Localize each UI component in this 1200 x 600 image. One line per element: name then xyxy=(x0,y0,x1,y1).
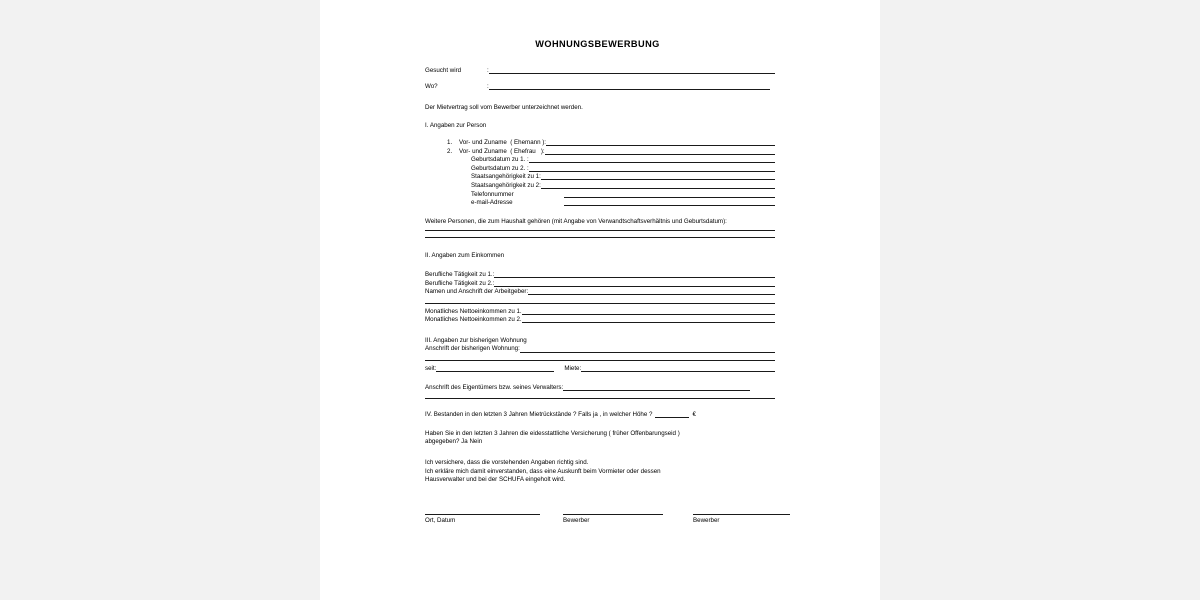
signature-line-applicant-1[interactable] xyxy=(563,514,663,515)
spacer xyxy=(425,112,775,122)
label-name-wife: Vor- und Zuname ( Ehefrau ): xyxy=(459,147,545,155)
signature-line-applicant-2[interactable] xyxy=(693,514,790,515)
form-sheet xyxy=(320,0,880,600)
label-name-husband: Vor- und Zuname ( Ehemann ): xyxy=(459,138,547,146)
label-seit: seit: xyxy=(425,365,437,373)
field-row-name-husband xyxy=(425,139,775,148)
spacer xyxy=(425,92,775,104)
field-row-email xyxy=(425,199,775,208)
list-number: 2. xyxy=(447,147,453,155)
input-gesucht-wird[interactable] xyxy=(489,73,775,74)
label-occupation-1: Berufliche Tätigkeit zu 1.: xyxy=(425,270,495,278)
label-previous-address: Anschrift der bisherigen Wohnung: xyxy=(425,345,520,353)
intro-note: Der Mietvertrag soll vom Bewerber unterzeichnet werden. xyxy=(425,103,583,111)
field-row-wo xyxy=(425,83,775,92)
field-row-phone xyxy=(425,191,775,200)
spacer xyxy=(425,261,775,271)
household-prompt: Weitere Personen, die zum Haushalt gehören (mit Angabe von Verwandtschaftsverhältnis und Geburtsdatum): xyxy=(425,217,727,225)
field-row-previous-address xyxy=(425,345,775,354)
form-content xyxy=(425,40,775,526)
label-email: e-mail-Adresse xyxy=(471,199,513,207)
declaration-line-1: Ich versichere, dass die vorstehenden Angaben richtig sind. xyxy=(425,459,589,467)
input-wo[interactable] xyxy=(489,89,770,90)
input-nationality-1[interactable] xyxy=(541,179,775,180)
input-seit[interactable] xyxy=(436,371,554,372)
field-row-employer xyxy=(425,288,775,297)
input-occupation-1[interactable] xyxy=(494,277,775,278)
label-birthdate-2: Geburtsdatum zu 2. : xyxy=(471,164,529,172)
input-occupation-2[interactable] xyxy=(494,286,775,287)
input-net-income-2[interactable] xyxy=(522,322,775,323)
spacer xyxy=(425,208,775,218)
section-heading-3: III. Angaben zur bisherigen Wohnung xyxy=(425,336,527,344)
currency-symbol: € xyxy=(692,411,696,419)
field-row-occupation-2 xyxy=(425,280,775,289)
signature-block xyxy=(425,514,775,526)
field-row-birthdate-2 xyxy=(425,165,775,174)
label-occupation-2: Berufliche Tätigkeit zu 2.: xyxy=(425,279,495,287)
spacer xyxy=(425,485,775,514)
colon-wo: : xyxy=(487,83,489,91)
field-row-seit-miete xyxy=(425,365,775,374)
label-wo: Wo? xyxy=(425,83,438,91)
field-row-nationality-2 xyxy=(425,182,775,191)
signature-field-ort-datum xyxy=(425,514,540,526)
field-row-name-wife xyxy=(425,148,775,157)
list-number: 1. xyxy=(447,138,453,146)
page-title: WOHNUNGSBEWERBUNG xyxy=(535,39,660,49)
label-phone: Telefonnummer xyxy=(471,190,514,198)
left-margin-band xyxy=(0,0,320,600)
spacer xyxy=(425,75,775,83)
label-miete: Miete: xyxy=(564,365,582,373)
input-employer[interactable] xyxy=(528,294,775,295)
label-arrears-question: IV. Bestanden in den letzten 3 Jahren Mietrückstände ? Falls ja , in welcher Höhe ? xyxy=(425,411,653,419)
spacer xyxy=(425,131,775,139)
label-net-income-2: Monatliches Nettoeinkommen zu 2. xyxy=(425,316,522,324)
field-row-birthdate-1 xyxy=(425,156,775,165)
spacer xyxy=(425,374,775,384)
signature-label-applicant-1: Bewerber xyxy=(563,517,590,525)
label-birthdate-1: Geburtsdatum zu 1. : xyxy=(471,156,529,164)
input-phone[interactable] xyxy=(564,197,775,198)
section-heading-1: I. Angaben zur Person xyxy=(425,122,487,130)
signature-label-applicant-2: Bewerber xyxy=(693,517,720,525)
signature-label-ort-datum: Ort, Datum xyxy=(425,517,456,525)
field-row-occupation-1 xyxy=(425,271,775,280)
label-gesucht-wird: Gesucht wird xyxy=(425,66,462,74)
field-row-owner-address xyxy=(425,384,775,393)
right-margin-band xyxy=(880,0,1200,600)
input-arrears-amount[interactable] xyxy=(655,417,689,418)
field-row-net-income-1 xyxy=(425,308,775,317)
affidavit-answer-row xyxy=(425,438,775,447)
option-no[interactable]: Nein xyxy=(469,438,483,446)
field-row-net-income-2 xyxy=(425,316,775,325)
signature-line-ort-datum[interactable] xyxy=(425,514,540,515)
input-name-husband[interactable] xyxy=(546,145,775,146)
input-net-income-1[interactable] xyxy=(522,314,775,315)
input-name-wife[interactable] xyxy=(545,154,775,155)
input-email[interactable] xyxy=(564,205,775,206)
field-row-nationality-1 xyxy=(425,173,775,182)
field-row-gesucht-wird xyxy=(425,67,775,76)
label-nationality-2: Staatsangehörigkeit zu 2: xyxy=(471,181,541,189)
label-owner-address: Anschrift des Eigentümers bzw. seines Verwalters: xyxy=(425,383,564,391)
spacer xyxy=(425,399,775,411)
label-nationality-1: Staatsangehörigkeit zu 1: xyxy=(471,173,541,181)
signature-field-applicant-2 xyxy=(693,514,790,526)
affidavit-question-line-1: Haben Sie in den letzten 3 Jahren die eidesstattliche Versicherung ( früher Offenbarungseid ) xyxy=(425,429,680,437)
option-yes[interactable]: Ja xyxy=(461,438,468,446)
label-employer: Namen und Anschrift der Arbeitgeber: xyxy=(425,288,529,296)
input-miete[interactable] xyxy=(581,371,775,372)
signature-field-applicant-1 xyxy=(563,514,663,526)
input-previous-address[interactable] xyxy=(520,352,775,353)
colon-gesucht-wird: : xyxy=(487,66,489,74)
declaration-line-2: Ich erkläre mich damit einverstanden, dass eine Auskunft beim Vormieter oder dessen xyxy=(425,467,661,475)
spacer xyxy=(425,447,775,459)
section-heading-2: II. Angaben zum Einkommen xyxy=(425,252,505,260)
spacer xyxy=(425,420,775,430)
input-nationality-2[interactable] xyxy=(541,188,775,189)
spacer xyxy=(425,325,775,337)
input-birthdate-1[interactable] xyxy=(529,162,775,163)
label-net-income-1: Monatliches Nettoeinkommen zu 1. xyxy=(425,307,522,315)
label-affidavit-line-2: abgegeben? xyxy=(425,438,460,446)
field-row-arrears xyxy=(425,411,775,420)
input-birthdate-2[interactable] xyxy=(529,171,775,172)
input-owner-address[interactable] xyxy=(563,390,750,391)
declaration-line-3: Hausverwalter und bei der SCHUFA eingeholt wird. xyxy=(425,476,566,484)
spacer xyxy=(425,238,775,252)
